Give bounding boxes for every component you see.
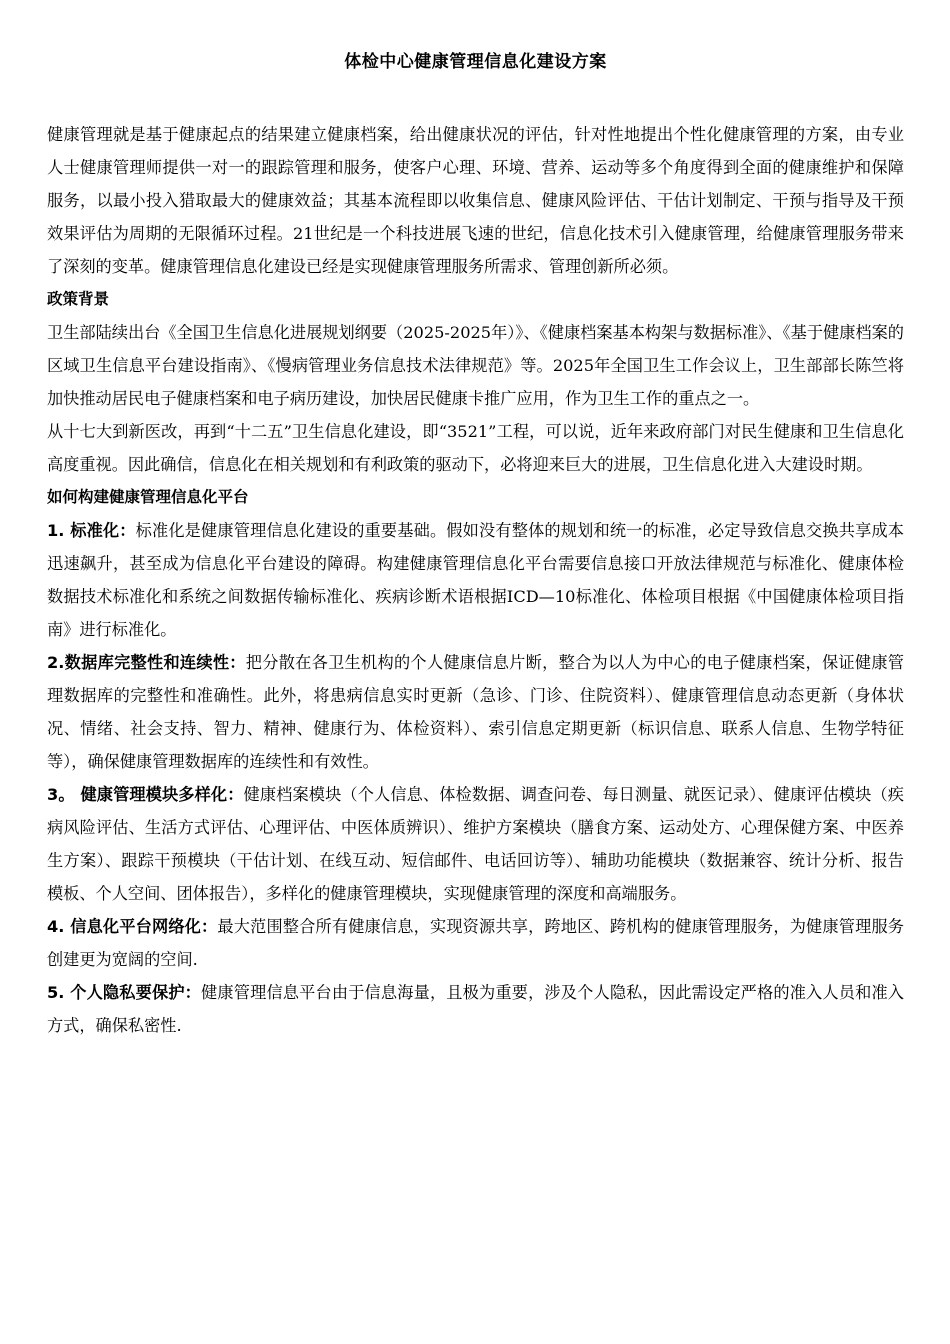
list-item-text: 最大范围整合所有健康信息，实现资源共享，跨地区、跨机构的健康管理服务，为健康管理服务创建更为宽阔的空间.	[47, 917, 904, 969]
list-item-lead: 5. 个人隐私要保护：	[47, 983, 202, 1002]
document-title: 体检中心健康管理信息化建设方案	[344, 52, 607, 72]
list-item-standardization	[47, 514, 904, 646]
list-item-text: 把分散在各卫生机构的个人健康信息片断，整合为以人为中心的电子健康档案，保证健康管理数据库的完整性和准确性。此外，将患病信息实时更新（急诊、门诊、住院资料）、健康管理信息动态更新（身体状况、情绪、社会支持、智力、精神、健康行为、体检资料）、索引信息定期更新（标识信息、联系人信息、生物学特征等），确保健康管理数据库的连续性和有效性。	[47, 653, 904, 771]
list-item-lead: 4. 信息化平台网络化：	[47, 917, 218, 936]
list-item-lead: 2.数据库完整性和连续性：	[47, 653, 246, 672]
list-item-text: 健康档案模块（个人信息、体检数据、调查问卷、每日测量、就医记录）、健康评估模块（疾病风险评估、生活方式评估、心理评估、中医体质辨识）、维护方案模块（膳食方案、运动处方、心理保健方案、中医养生方案）、跟踪干预模块（干估计划、在线互动、短信邮件、电话回访等）、辅助功能模块（数据兼容、统计分析、报告模板、个人空间、团体报告），多样化的健康管理模块，实现健康管理的深度和高端服务。	[47, 785, 904, 903]
intro-paragraph: 健康管理就是基于健康起点的结果建立健康档案，给出健康状况的评估，针对性地提出个性化健康管理的方案，由专业人士健康管理师提供一对一的跟踪管理和服务，使客户心理、环境、营养、运动等多个角度得到全面的健康维护和保障服务，以最小投入猎取最大的健康效益；其基本流程即以收集信息、健康风险评估、干估计划制定、干预与指导及干预效果评估为周期的无限循环过程。21世纪是一个科技进展飞速的世纪，信息化技术引入健康管理，给健康管理服务带来了深刻的变革。健康管理信息化建设已经是实现健康管理服务所需求、管理创新所必须。	[47, 125, 904, 276]
list-item-text: 标准化是健康管理信息化建设的重要基础。假如没有整体的规划和统一的标准，必定导致信息交换共享成本迅速飙升，甚至成为信息化平台建设的障碍。构建健康管理信息化平台需要信息接口开放法律规范与标准化、健康体检数据技术标准化和系统之间数据传输标准化、疾病诊断术语根据ICD—10标准化、体检项目根据《中国健康体检项目指南》进行标准化。	[47, 521, 904, 639]
document-page	[47, 50, 904, 1042]
list-item-networking	[47, 910, 904, 976]
section-heading-policy-background: 政策背景	[47, 290, 110, 308]
list-item-database	[47, 646, 904, 778]
list-item-text: 健康管理信息平台由于信息海量，且极为重要，涉及个人隐私，因此需设定严格的准入人员和准入方式，确保私密性.	[47, 983, 904, 1035]
section-heading-build-platform: 如何构建健康管理信息化平台	[47, 488, 249, 506]
list-item-privacy	[47, 976, 904, 1042]
list-item-lead: 1. 标准化：	[47, 521, 136, 540]
list-item-lead: 3。 健康管理模块多样化：	[47, 785, 244, 804]
policy-paragraph-1: 卫生部陆续出台《全国卫生信息化进展规划纲要（2025-2025年）》、《健康档案基本构架与数据标准》、《基于健康档案的区域卫生信息平台建设指南》、《慢病管理业务信息技术法律规范》等。2025年全国卫生工作会议上，卫生部部长陈竺将加快推动居民电子健康档案和电子病历建设，加快居民健康卡推广应用，作为卫生工作的重点之一。	[47, 323, 904, 408]
policy-paragraph-2: 从十七大到新医改，再到“十二五”卫生信息化建设，即“3521”工程，可以说，近年来政府部门对民生健康和卫生信息化高度重视。因此确信，信息化在相关规划和有利政策的驱动下，必将迎来巨大的进展，卫生信息化进入大建设时期。	[47, 422, 904, 474]
list-item-modules	[47, 778, 904, 910]
